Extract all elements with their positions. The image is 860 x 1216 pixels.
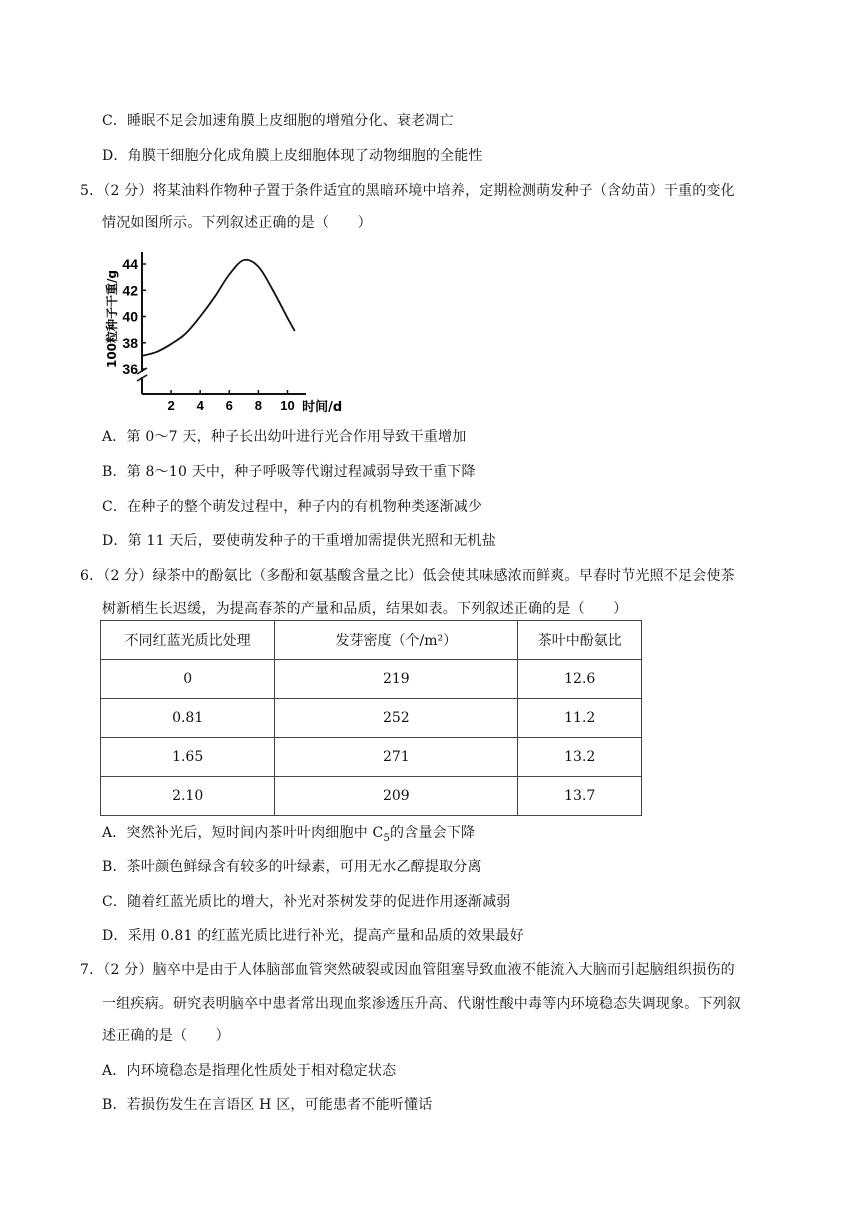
q7-option-a: A．内环境稳态是指理化性质处于相对稳定状态 — [102, 1063, 397, 1079]
x-tick-label: 8 — [254, 398, 262, 413]
q5-option-d: D．第 11 天后，要使萌发种子的干重增加需提供光照和无机盐 — [102, 533, 496, 549]
x-tick-label: 4 — [196, 398, 204, 413]
light-ratio-table — [100, 620, 642, 816]
q5-stem-line1: 5．（2 分）将某油料作物种子置于条件适宜的黑暗环境中培养，定期检测萌发种子（含幼苗）干重的变化 — [80, 183, 735, 199]
q6-option-a-text-end: 的含量会下降 — [390, 825, 476, 841]
q7-stem-line1: 7．（2 分）脑卒中是由于人体脑部血管突然破裂或因血管阻塞导致血液不能流入大脑而引起脑组织损伤的 — [80, 962, 735, 978]
y-tick-label: 42 — [122, 282, 138, 299]
table-cell: 1.65 — [101, 738, 275, 777]
q6-option-c: C．随着红蓝光质比的增大，补光对茶树发芽的促进作用逐渐减弱 — [102, 894, 511, 910]
y-tick-label: 36 — [122, 361, 138, 377]
q7-stem-line3: 述正确的是（ ） — [102, 1028, 230, 1044]
y-tick-label: 38 — [122, 334, 138, 351]
q6-option-a-text: A．突然补光后，短时间内茶叶叶肉细胞中 C — [102, 825, 384, 841]
q6-option-d: D．采用 0.81 的红蓝光质比进行补光，提高产量和品质的效果最好 — [102, 928, 524, 944]
table-row — [101, 777, 642, 816]
table-cell: 11.2 — [518, 699, 642, 738]
table-cell: 0 — [101, 660, 275, 699]
q6-stem-line1: 6．（2 分）绿茶中的酚氨比（多酚和氨基酸含量之比）低会使其味感浓而鲜爽。早春时节光照不足会使茶 — [80, 568, 735, 584]
table-row — [101, 660, 642, 699]
y-tick-label: 44 — [122, 256, 138, 272]
table-cell: 0.81 — [101, 699, 275, 738]
table-row — [101, 699, 642, 738]
q6-option-a — [102, 822, 475, 844]
q6-option-a-subscript: 5 — [383, 832, 391, 844]
table-cell: 209 — [275, 777, 518, 816]
series-line-dry-weight — [142, 260, 295, 356]
table-header-cell: 发芽密度（个/m²） — [275, 621, 518, 660]
dry-weight-line-chart — [104, 244, 354, 416]
table-cell: 12.6 — [518, 660, 642, 699]
table-row — [101, 738, 642, 777]
x-tick-label: 2 — [167, 398, 175, 413]
q5-option-a: A．第 0～7 天，种子长出幼叶进行光合作用导致干重增加 — [102, 429, 467, 445]
table-cell: 219 — [275, 660, 518, 699]
q7-stem-line2: 一组疾病。研究表明脑卒中患者常出现血浆渗透压升高、代谢性酸中毒等内环境稳态失调现象。下列叙 — [102, 996, 741, 1012]
q4-option-c: C．睡眠不足会加速角膜上皮细胞的增殖分化、衰老凋亡 — [102, 113, 454, 129]
table-cell: 252 — [275, 699, 518, 738]
q7-option-b: B．若损伤发生在言语区 H 区，可能患者不能听懂话 — [102, 1097, 433, 1113]
x-tick-label: 6 — [225, 398, 233, 413]
table-cell: 13.7 — [518, 777, 642, 816]
table-cell: 2.10 — [101, 777, 275, 816]
y-tick-label: 40 — [122, 308, 138, 325]
q5-option-b: B．第 8～10 天中，种子呼吸等代谢过程减弱导致干重下降 — [102, 464, 476, 480]
q6-stem-line2: 树新梢生长迟缓，为提高春茶的产量和品质，结果如表。下列叙述正确的是（ ） — [102, 601, 628, 617]
q5-stem-line2: 情况如图所示。下列叙述正确的是（ ） — [102, 215, 372, 231]
table-header-row — [101, 621, 642, 660]
q6-option-b: B．茶叶颜色鲜绿含有较多的叶绿素，可用无水乙醇提取分离 — [102, 859, 482, 875]
q5-option-c: C．在种子的整个萌发过程中，种子内的有机物种类逐渐减少 — [102, 499, 483, 515]
y-axis-label: 100粒种子干重/g — [105, 269, 119, 369]
q4-option-d: D．角膜干细胞分化成角膜上皮细胞体现了动物细胞的全能性 — [102, 148, 483, 164]
table-header-cell: 茶叶中酚氨比 — [518, 621, 642, 660]
x-axis-label: 时间/d — [302, 400, 343, 415]
table-cell: 271 — [275, 738, 518, 777]
table-header-cell: 不同红蓝光质比处理 — [101, 621, 275, 660]
x-tick-label: 10 — [280, 398, 295, 413]
table-cell: 13.2 — [518, 738, 642, 777]
